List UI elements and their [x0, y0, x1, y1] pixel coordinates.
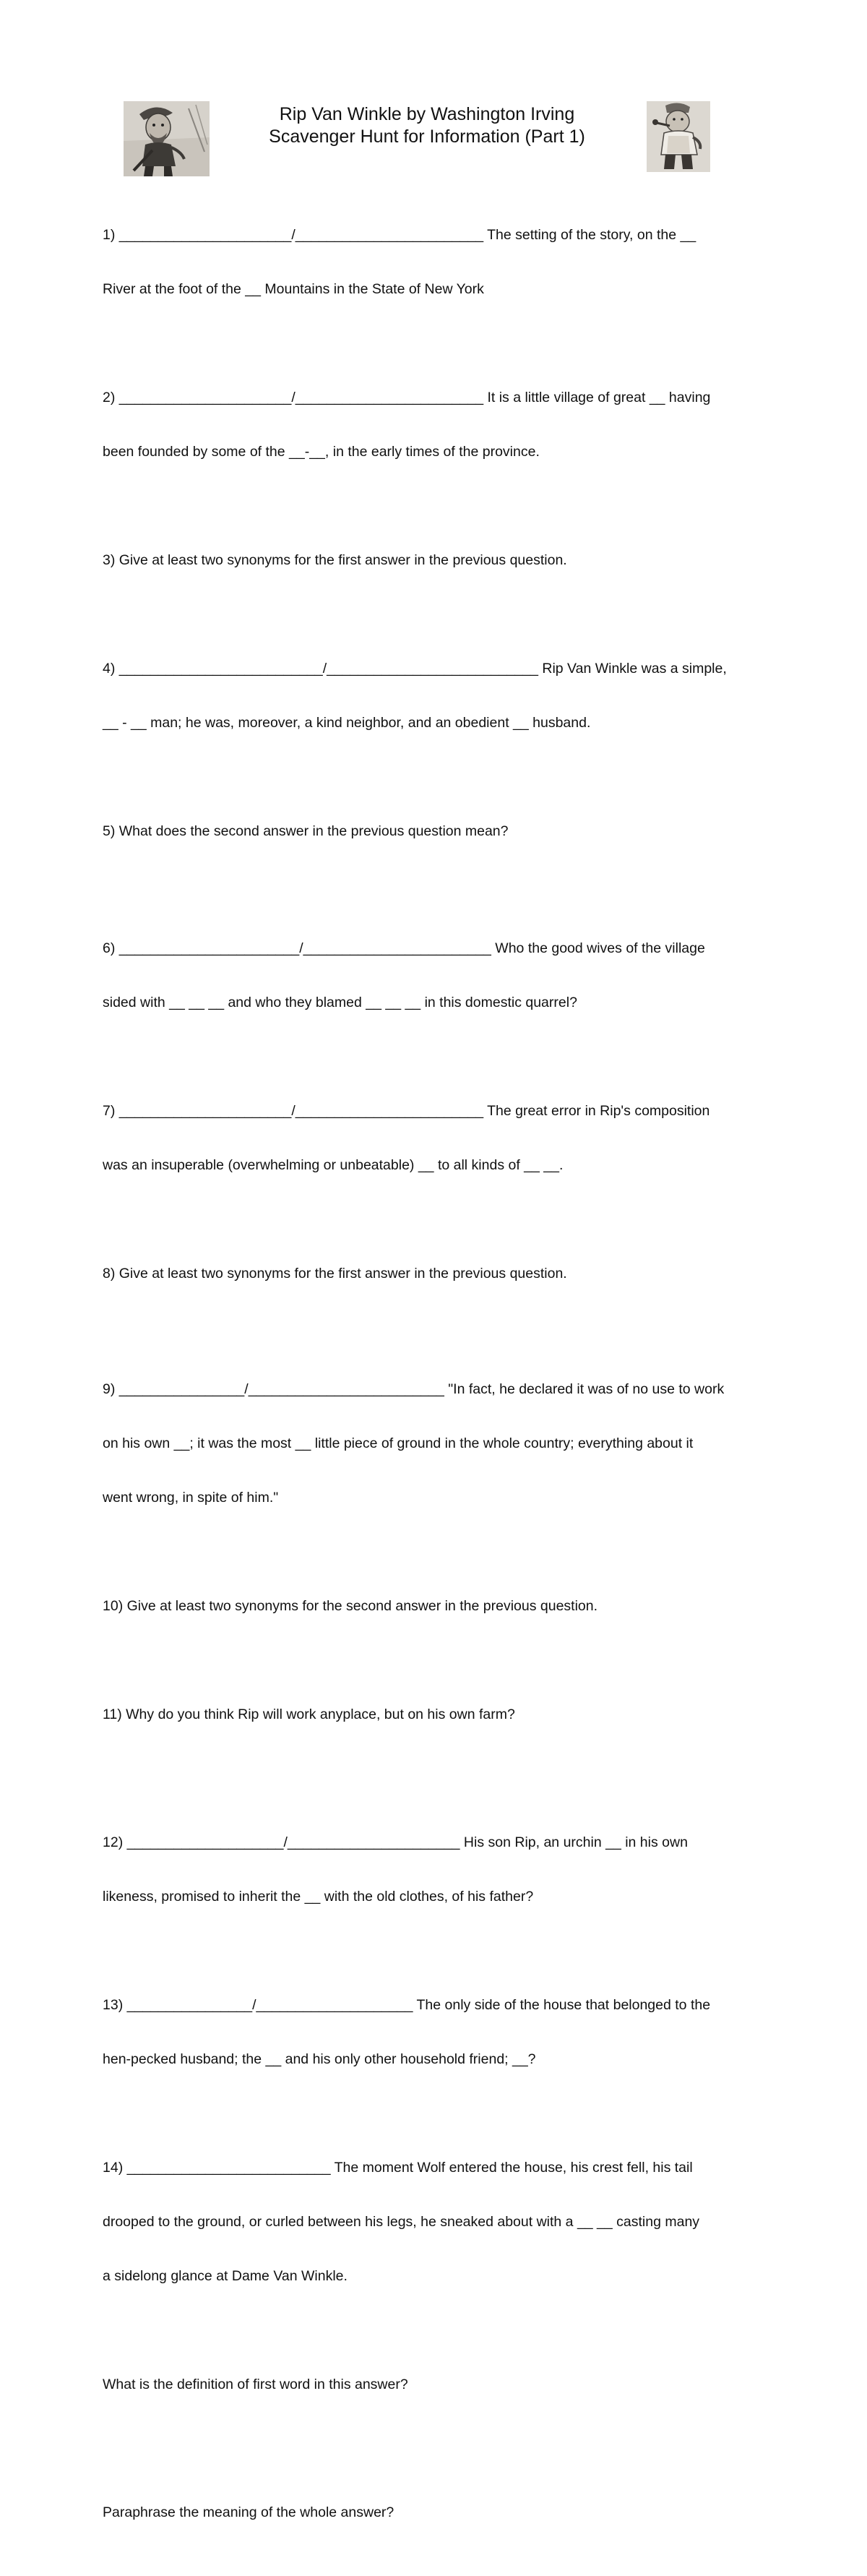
question-9-line-2: on his own __; it was the most __ little piece of ground in the whole country; everything about it: [103, 1435, 694, 1451]
question-6-line-2: sided with __ __ __ and who they blamed __ __ __ in this domestic quarrel?: [103, 995, 577, 1010]
question-7-line-1: 7) ______________________/________________________ The great error in Rip's composition: [103, 1103, 710, 1119]
title-line-2: Scavenger Hunt for Information (Part 1): [269, 126, 585, 147]
question-4-line-1: 4) __________________________/___________________________ Rip Van Winkle was a simple,: [103, 661, 727, 677]
followup-paraphrase: [103, 2468, 767, 2558]
question-5-line-1: 5) What does the second answer in the previous question mean?: [103, 823, 509, 839]
question-2: [103, 353, 767, 497]
question-13-line-1: 13) ________________/____________________ The only side of the house that belonged to the: [103, 1997, 711, 2013]
question-7-line-2: was an insuperable (overwhelming or unbeatable) __ to all kinds of __ __.: [103, 1157, 564, 1173]
title-line-1: Rip Van Winkle by Washington Irving: [279, 104, 575, 124]
question-4-line-2: __ - __ man; he was, moreover, a kind neighbor, and an obedient __ husband.: [103, 715, 591, 731]
question-8: [103, 1229, 767, 1319]
question-13: [103, 1960, 767, 2105]
question-7: [103, 1066, 767, 1211]
question-6: [103, 903, 767, 1048]
question-14-line-2: drooped to the ground, or curled between his legs, he sneaked about with a __ __ casting many: [103, 2214, 700, 2230]
question-1-line-1: 1) ______________________/________________________ The setting of the story, on the __: [103, 227, 696, 243]
question-11: [103, 1670, 767, 1760]
question-9: [103, 1344, 767, 1543]
question-1: [103, 190, 767, 335]
question-3-line-1: 3) Give at least two synonyms for the first answer in the previous question.: [103, 552, 567, 568]
question-8-line-1: 8) Give at least two synonyms for the first answer in the previous question.: [103, 1266, 567, 1281]
question-2-line-2: been founded by some of the __-__, in the early times of the province.: [103, 444, 540, 460]
question-14: [103, 2123, 767, 2322]
question-9-line-3: went wrong, in spite of him.": [103, 1490, 279, 1506]
followup-definition: [103, 2340, 767, 2430]
question-14-line-1: 14) __________________________ The moment Wolf entered the house, his crest fell, his tail: [103, 2160, 693, 2176]
question-12-line-2: likeness, promised to inherit the __ with the old clothes, of his father?: [103, 1889, 534, 1905]
worksheet-header: [0, 101, 867, 181]
question-2-line-1: 2) ______________________/________________________ It is a little village of great __ having: [103, 390, 711, 405]
question-6-line-1: 6) _______________________/________________________ Who the good wives of the village: [103, 940, 705, 956]
question-4: [103, 624, 767, 768]
question-5: [103, 786, 767, 877]
question-12: [103, 1798, 767, 1942]
followup-definition-line: What is the definition of first word in this answer?: [103, 2377, 408, 2392]
question-1-line-2: River at the foot of the __ Mountains in the State of New York: [103, 281, 484, 297]
question-3: [103, 515, 767, 606]
question-list: [103, 190, 767, 2576]
followup-paraphrase-line: Paraphrase the meaning of the whole answer?: [103, 2504, 394, 2520]
title-block: [217, 103, 637, 148]
question-13-line-2: hen-pecked husband; the __ and his only other household friend; __?: [103, 2051, 536, 2067]
rip-van-winkle-illustration: [124, 101, 210, 176]
question-14-line-3: a sidelong glance at Dame Van Winkle.: [103, 2268, 348, 2284]
question-10: [103, 1561, 767, 1652]
question-10-line-1: 10) Give at least two synonyms for the second answer in the previous question.: [103, 1598, 598, 1614]
question-9-line-1: 9) ________________/_________________________ "In fact, he declared it was of no use to work: [103, 1381, 725, 1397]
old-man-pipe-illustration: [647, 101, 710, 172]
question-11-line-1: 11) Why do you think Rip will work anyplace, but on his own farm?: [103, 1706, 515, 1722]
question-12-line-1: 12) ____________________/______________________ His son Rip, an urchin __ in his own: [103, 1834, 688, 1850]
